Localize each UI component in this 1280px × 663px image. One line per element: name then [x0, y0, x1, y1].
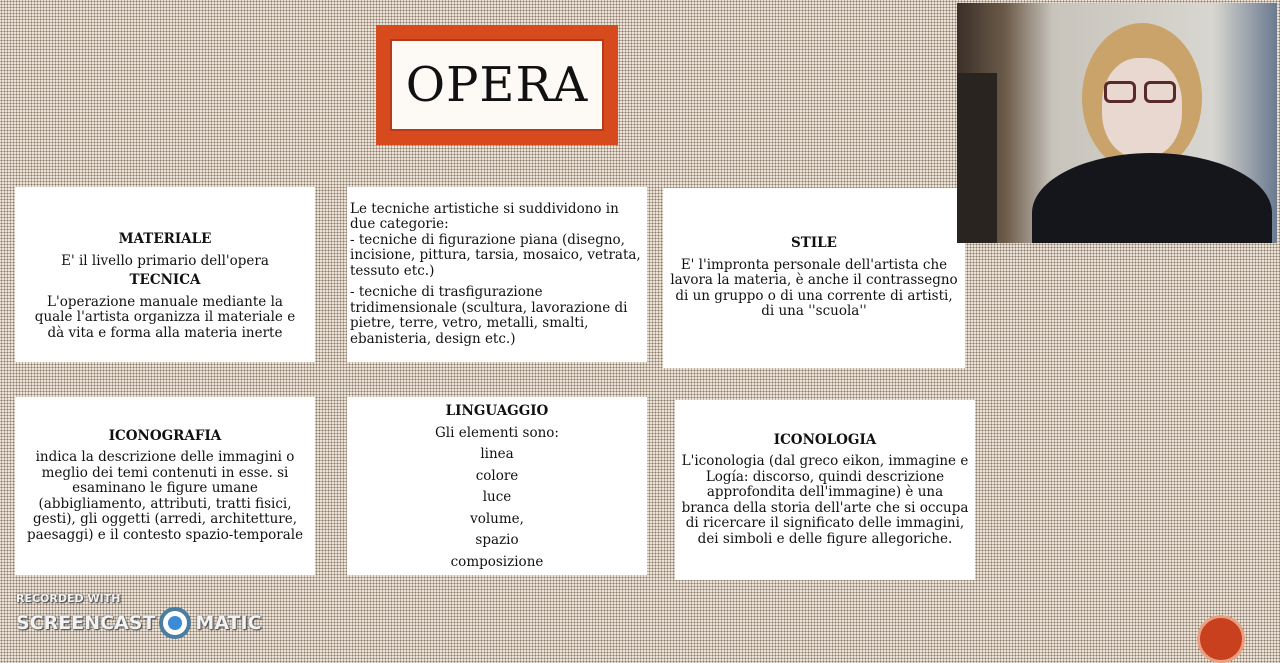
heading-stile: STILE	[791, 235, 837, 252]
heading-iconologia: ICONOLOGIA	[773, 431, 877, 448]
list-item: composizione	[450, 553, 544, 570]
card-iconografia	[15, 397, 315, 575]
list-item: colore	[475, 467, 519, 484]
heading-materiale: MATERIALE	[118, 231, 212, 247]
webcam-video	[957, 3, 1277, 243]
heading-tecnica: TECNICA	[129, 272, 201, 288]
list-item: linea	[480, 446, 514, 462]
text-iconografia: indica la descrizione delle immagini o meglio dei temi contenuti in esse. si esaminano le figure umane (abbigliamento, attributi, tratti fisici, gesti), gli oggetti (arredi, architetture, paesaggi) e il contesto spazio-temporale	[26, 449, 304, 543]
text-tecniche-intro: Le tecniche artistiche si suddividono in due categorie:	[350, 200, 619, 233]
heading-linguaggio: LINGUAGGIO	[445, 403, 549, 419]
card-stile	[663, 188, 965, 368]
text-tecnica: L'operazione manuale mediante la quale l'artista organizza il materiale e dà vita e forma alla materia inerte	[34, 293, 296, 341]
watermark-left: SCREENCAST	[16, 612, 156, 634]
card-iconologia	[675, 400, 975, 580]
list-item: spazio	[475, 532, 519, 548]
screencast-logo-icon	[159, 607, 191, 639]
text-stile: E' l'impronta personale dell'artista che lavora la materia, è anche il contrassegno di un gruppo o di una corrente di artisti, di una ''scuola''	[670, 256, 958, 320]
screencast-watermark	[16, 592, 262, 639]
slide-title: OPERA	[390, 39, 604, 131]
heading-iconografia: ICONOGRAFIA	[108, 427, 222, 444]
text-tecniche-tridimensionale: - tecniche di trasfigurazione tridimensionale (scultura, lavorazione di pietre, terre, vetro, metalli, smalti, ebanisteria, design etc.)	[350, 284, 628, 347]
card-materiale	[15, 187, 315, 362]
record-button[interactable]	[1197, 615, 1245, 663]
list-item: volume,	[470, 510, 524, 527]
title-box	[376, 25, 618, 145]
watermark-line1: RECORDED WITH	[16, 592, 121, 605]
text-linguaggio-intro: Gli elementi sono:	[435, 424, 559, 441]
list-item: luce	[482, 489, 512, 505]
text-tecniche-piana: - tecniche di figurazione piana (disegno, incisione, pittura, tarsia, mosaico, vetrata, tessuto etc.)	[350, 231, 641, 279]
text-materiale: E' il livello primario dell'opera	[61, 252, 269, 269]
text-iconologia: L'iconologia (dal greco eikon, immagine e Logía: discorso, quindi descrizione approfondita dell'immagine) è una branca della storia dell'arte che si occupa di ricercare il significato delle immagini, dei simboli e delle figure allegoriche.	[681, 453, 969, 547]
card-tecniche	[347, 187, 647, 362]
card-linguaggio	[347, 397, 647, 575]
watermark-right: MATIC	[195, 612, 262, 634]
